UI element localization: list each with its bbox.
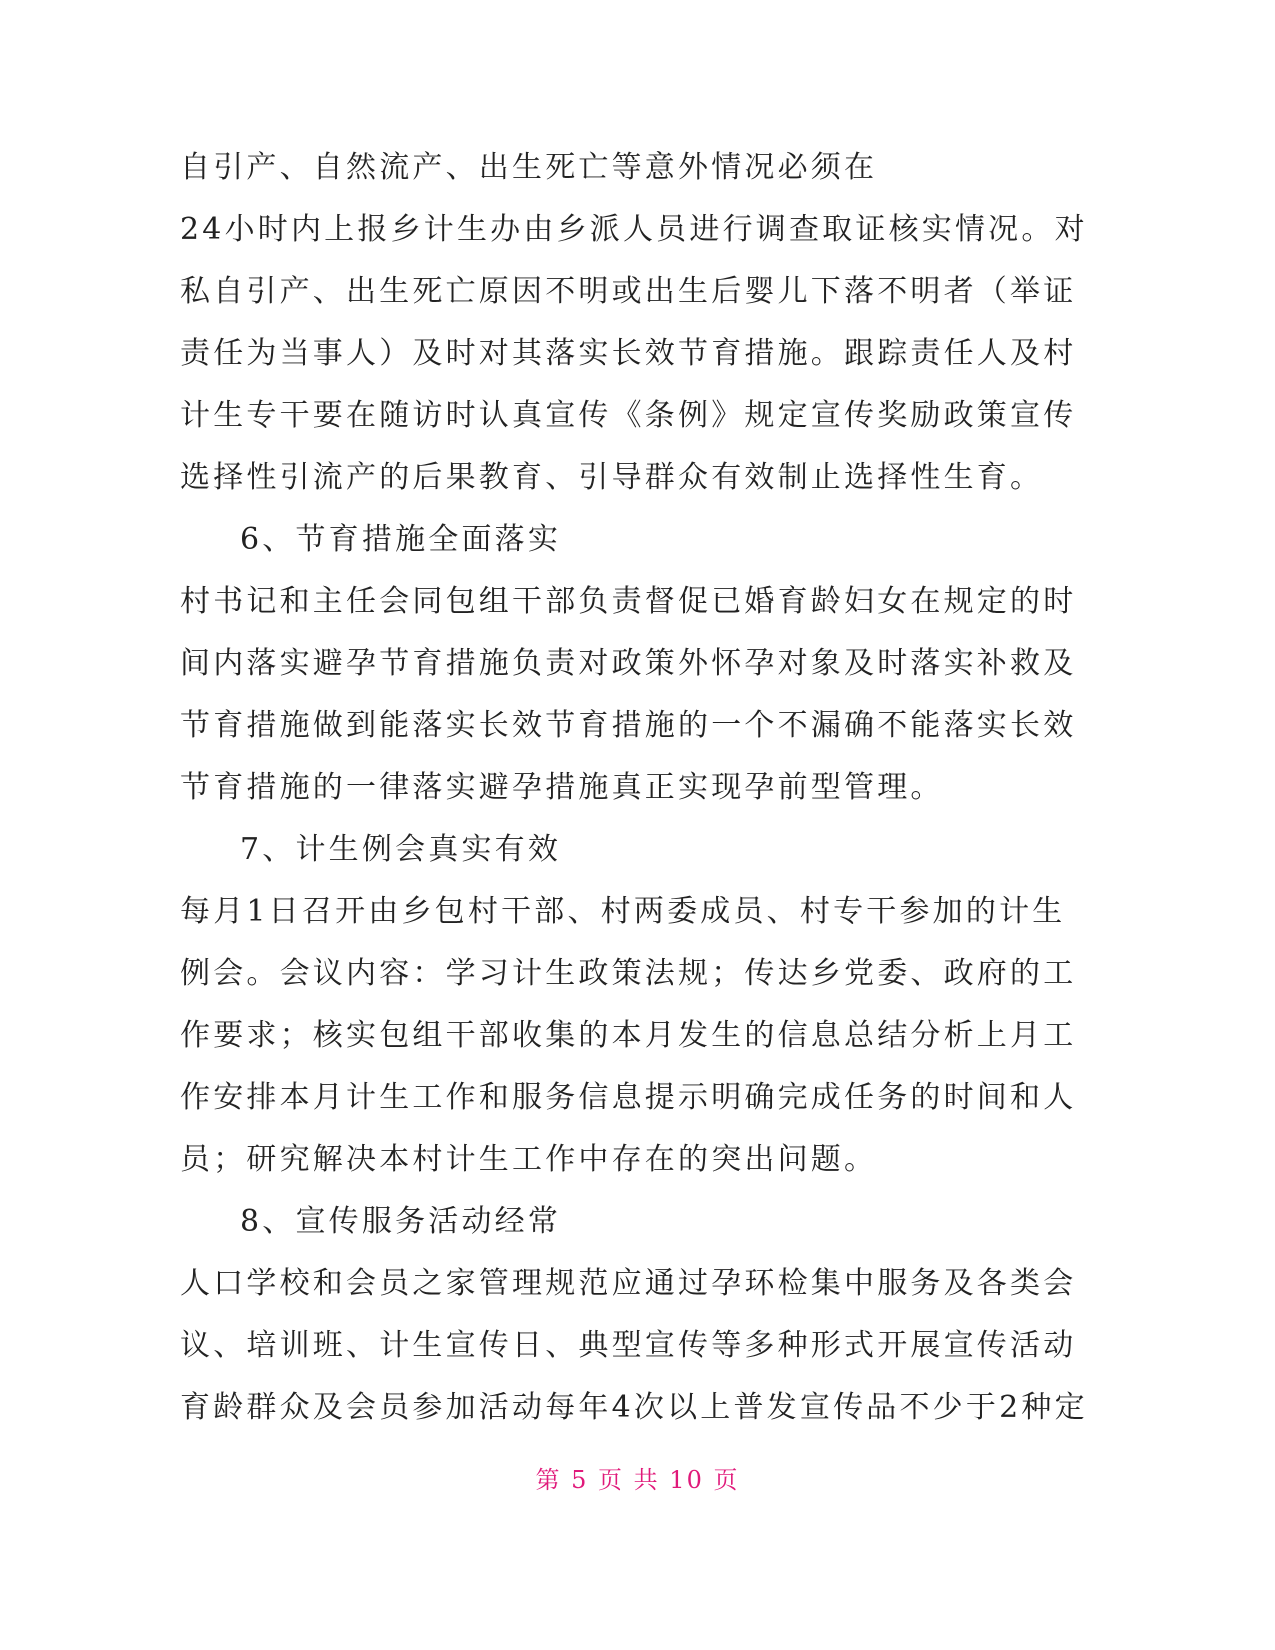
body-line: 作安排本月计生工作和服务信息提示明确完成任务的时间和人 — [180, 1080, 1077, 1115]
page-number-footer: 第 5 页 共 10 页 — [535, 1466, 740, 1494]
section-heading: 8、宣传服务活动经常 — [240, 1204, 562, 1239]
body-line: 员；研究解决本村计生工作中存在的突出问题。 — [180, 1142, 878, 1177]
body-line: 议、培训班、计生宣传日、典型宣传等多种形式开展宣传活动 — [180, 1328, 1077, 1363]
body-line: 村书记和主任会同包组干部负责督促已婚育龄妇女在规定的时 — [180, 584, 1077, 619]
body-line: 自引产、自然流产、出生死亡等意外情况必须在 — [180, 150, 878, 185]
body-line: 作要求；核实包组干部收集的本月发生的信息总结分析上月工 — [180, 1018, 1077, 1053]
body-line: 人口学校和会员之家管理规范应通过孕环检集中服务及各类会 — [180, 1266, 1077, 1301]
document-body — [180, 137, 1088, 1439]
body-line: 育龄群众及会员参加活动每年4次以上普发宣传品不少于2种定 — [180, 1390, 1088, 1425]
body-line: 24小时内上报乡计生办由乡派人员进行调查取证核实情况。对 — [180, 212, 1088, 247]
section-heading: 7、计生例会真实有效 — [240, 832, 562, 867]
body-line: 私自引产、出生死亡原因不明或出生后婴儿下落不明者（举证 — [180, 274, 1077, 309]
body-line: 责任为当事人）及时对其落实长效节育措施。跟踪责任人及村 — [180, 336, 1077, 371]
body-line: 计生专干要在随访时认真宣传《条例》规定宣传奖励政策宣传 — [180, 398, 1077, 433]
body-line: 每月1日召开由乡包村干部、村两委成员、村专干参加的计生 — [180, 894, 1066, 929]
body-line: 节育措施的一律落实避孕措施真正实现孕前型管理。 — [180, 770, 944, 805]
body-line: 例会。会议内容：学习计生政策法规；传达乡党委、政府的工 — [180, 956, 1077, 991]
section-heading: 6、节育措施全面落实 — [240, 522, 562, 557]
body-line: 节育措施做到能落实长效节育措施的一个不漏确不能落实长效 — [180, 708, 1077, 743]
body-line: 选择性引流产的后果教育、引导群众有效制止选择性生育。 — [180, 460, 1044, 495]
body-line: 间内落实避孕节育措施负责对政策外怀孕对象及时落实补救及 — [180, 646, 1077, 681]
